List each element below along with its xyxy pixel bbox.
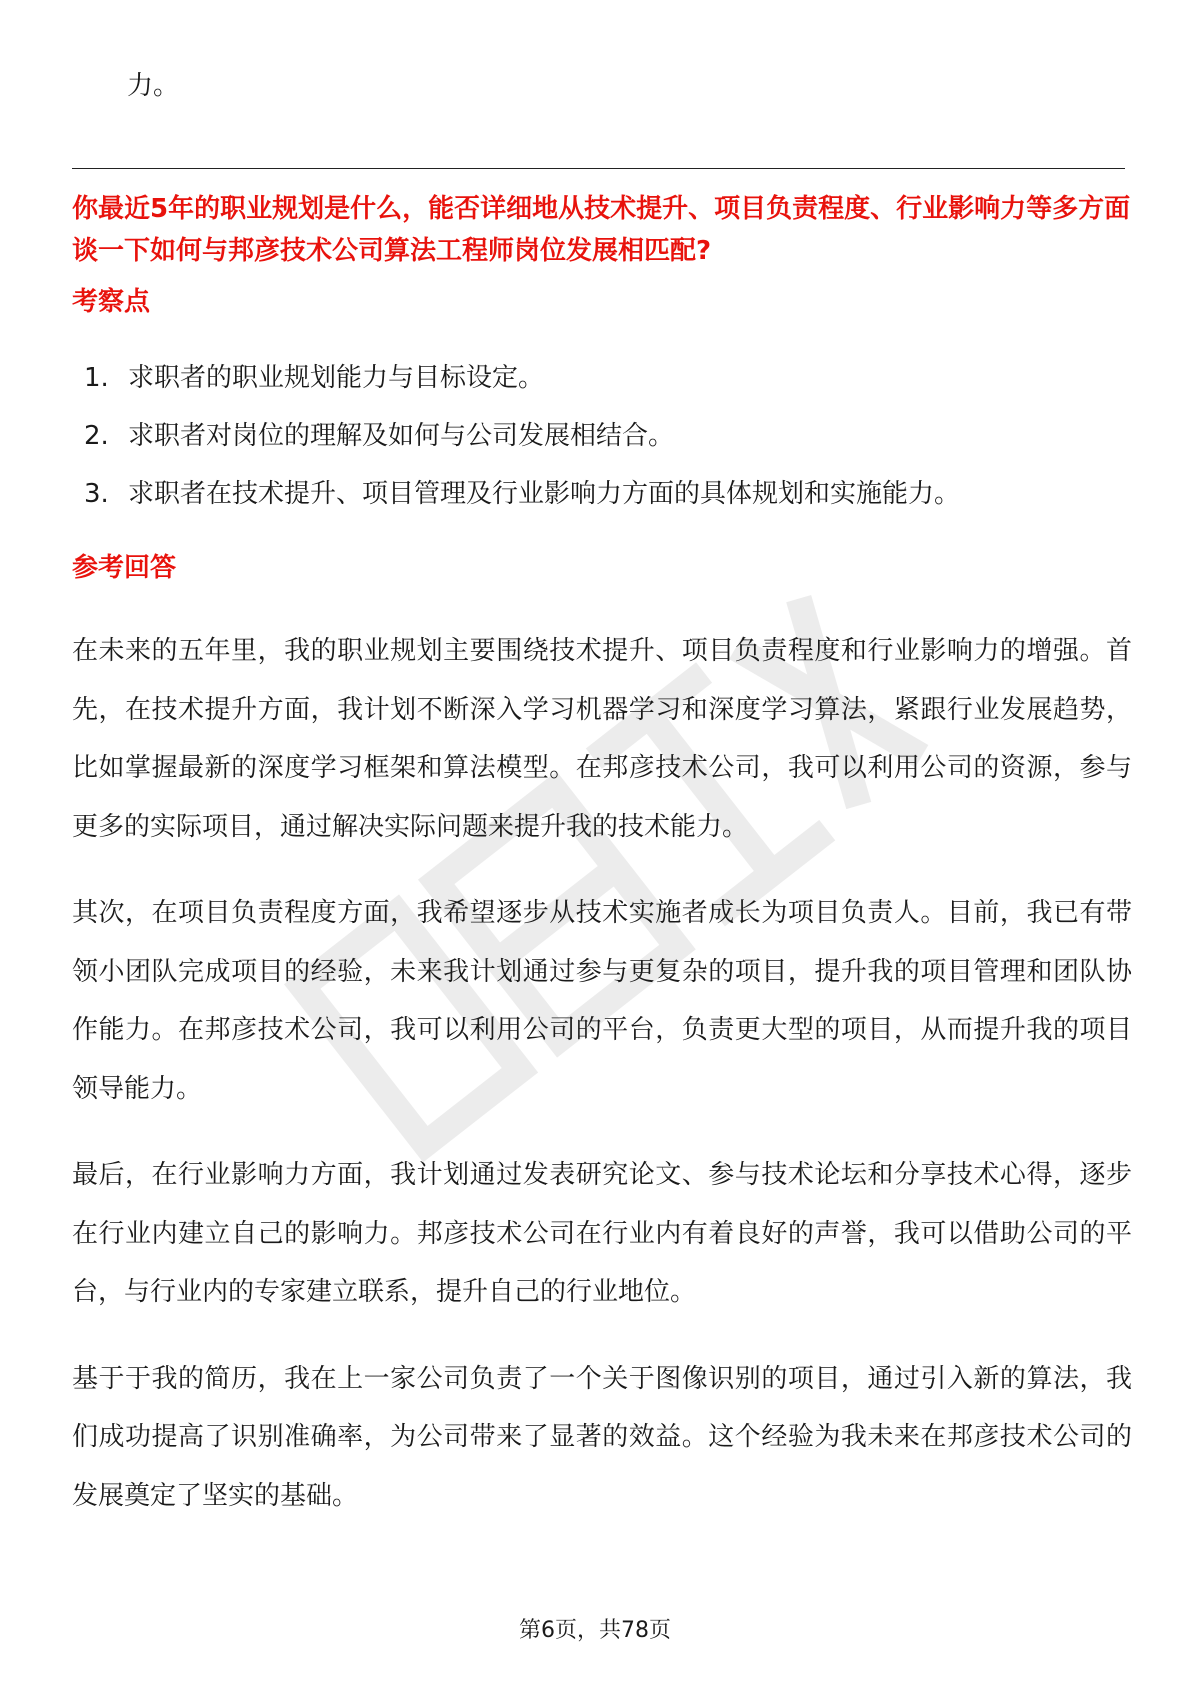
answer-paragraph: 其次，在项目负责程度方面，我希望逐步从技术实施者成长为项目负责人。目前，我已有带领小团队完成项目的经验，未来我计划通过参与更复杂的项目，提升我的项目管理和团队协作能力。在邦彦技术公司，我可以利用公司的平台，负责更大型的项目，从而提升我的项目领导能力。 [72, 898, 1132, 1104]
list-item-text: 求职者对岗位的理解及如何与公司发展相结合。 [128, 421, 675, 451]
list-item [84, 416, 1134, 474]
list-item [84, 474, 1134, 532]
section-divider [72, 168, 1125, 169]
list-item-text: 求职者在技术提升、项目管理及行业影响力方面的具体规划和实施能力。 [128, 479, 961, 509]
answer-paragraph: 最后，在行业影响力方面，我计划通过发表研究论文、参与技术论坛和分享技术心得，逐步在行业内建立自己的影响力。邦彦技术公司在行业内有着良好的声誉，我可以借助公司的平台，与行业内的专家建立联系，提升自己的行业地位。 [72, 1160, 1132, 1307]
list-item [84, 358, 1134, 416]
list-item-number: 3. [84, 479, 109, 509]
answer-paragraph: 基于于我的简历，我在上一家公司负责了一个关于图像识别的项目，通过引入新的算法，我们成功提高了识别准确率，为公司带来了显著的效益。这个经验为我未来在邦彦技术公司的发展奠定了坚实的基础。 [72, 1363, 1132, 1511]
list-item-text: 求职者的职业规划能力与目标设定。 [128, 363, 545, 393]
page-footer: 第6页，共78页 [519, 1618, 671, 1643]
question-title: 你最近5年的职业规划是什么，能否详细地从技术提升、项目负责程度、行业影响力等多方面谈一下如何与邦彦技术公司算法工程师岗位发展相匹配? [72, 194, 1131, 266]
answer-body [72, 622, 1132, 1553]
evaluation-list [84, 358, 1134, 532]
answer-paragraph: 在未来的五年里，我的职业规划主要围绕技术提升、项目负责程度和行业影响力的增强。首先，在技术提升方面，我计划不断深入学习机器学习和深度学习算法，紧跟行业发展趋势，比如掌握最新的深度学习框架和算法模型。在邦彦技术公司，我可以利用公司的资源，参与更多的实际项目，通过解决实际问题来提升我的技术能力。 [72, 636, 1132, 842]
evaluation-heading: 考察点 [72, 287, 151, 317]
list-item-number: 1. [84, 363, 109, 393]
list-item-number: 2. [84, 421, 109, 451]
carry-over-text: 力。 [127, 71, 180, 101]
answer-heading: 参考回答 [72, 553, 177, 583]
